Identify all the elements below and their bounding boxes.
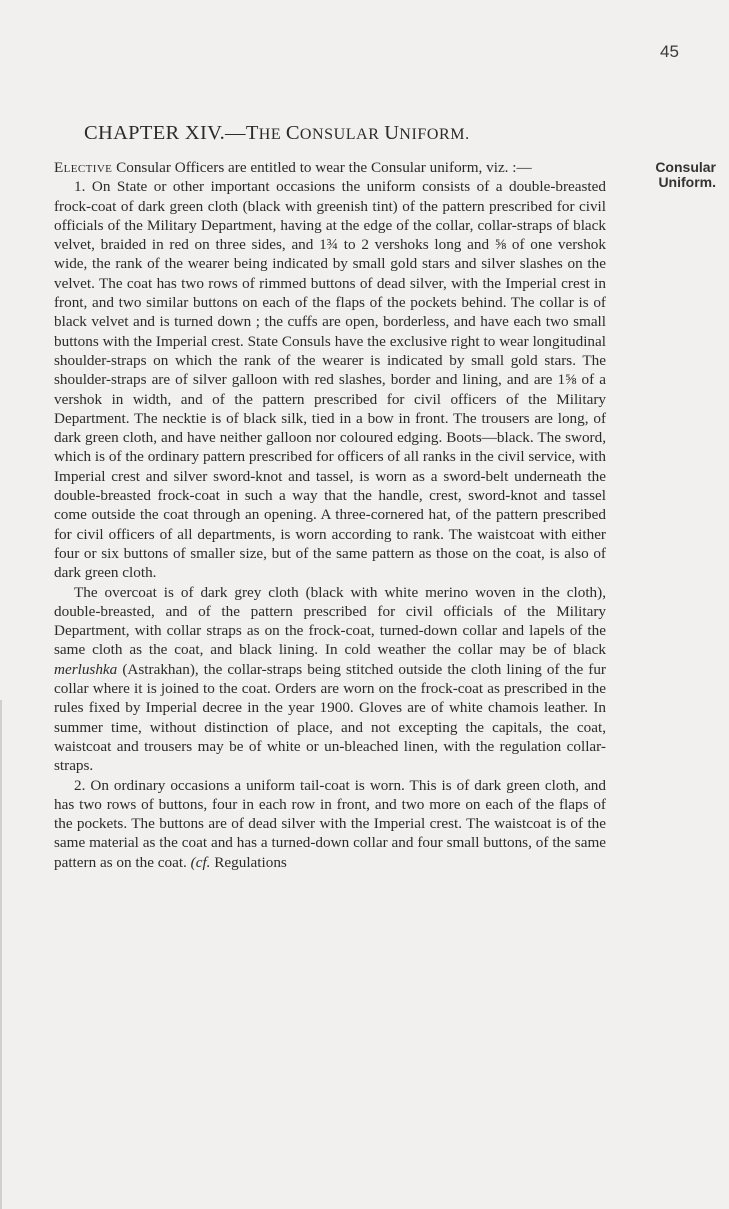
- paragraph-3-text-b: Regulations: [210, 853, 287, 871]
- heading-dash: —: [225, 122, 246, 144]
- title-initial-2: C: [285, 122, 300, 144]
- paragraph-2-text-a: The overcoat is of dark grey cloth (black with white merino woven in the cloth), double-breasted, and of the pattern prescribed for civil officials of the Military Department, with collar straps as on the frock-coat, turned-down collar and lapels of the same cloth as the coat, and black lining. In cold weather the collar may be of black: [54, 583, 606, 659]
- paragraph-2-italic: merlushka: [54, 660, 118, 678]
- paragraph-1: 1. On State or other important occasions the uniform consists of a double-breasted frock-coat of dark green cloth (black with greenish tint) of the pattern prescribed for civil officials of the Military Department, having at the edge of the collar, collar-straps of black velvet, braided in red on three sides, and 1¾ to 2 vershoks long and ⅝ of one vershok wide, the rank of the wearer being indicated by small gold stars and silver slashes on the velvet. The coat has two rows of rimmed buttons of dead silver, with the Imperial crest in front, and two similar buttons on each of the flaps of the pockets behind. The collar is of black velvet and is turned down ; the cuffs are open, borderless, and have each two small buttons with the Imperial crest. State Consuls have the exclusive right to wear longitudinal shoulder-straps on which the rank of the wearer is indicated by small gold stars. The shoulder-straps are of silver galloon with red slashes, border and lining, and are 1⅝ of a vershok in width, and of the pattern prescribed for civil officers of the Military Department. The necktie is of black silk, tied in a bow in front. The trousers are long, of dark green cloth, and have neither galloon nor coloured edging. Boots—black. The sword, which is of the ordinary pattern prescribed for officers of all ranks in the civil service, with Imperial crest and silver sword-knot and tassel, is worn as a sword-belt underneath the double-breasted frock-coat in such a way that the handle, crest, sword-knot and tassel come outside the coat through an opening. A three-cornered hat, of the pattern prescribed for civil officers of all departments, is worn according to rank. The waistcoat with either four or six buttons of smaller size, but of the same pattern as those on the coat, is also of dark green cloth.: [54, 178, 606, 582]
- paragraph-2-text-b: (Astrakhan), the collar-straps being stitched outside the cloth lining of the fur collar where it is joined to the coat. Orders are worn on the frock-coat as prescribed in the rules fixed by Imperial decree in the year 1900. Gloves are of white chamois leather. In summer time, without distinction of place, and not excepting the capitals, the coat, waistcoat and trousers may be of white or un-bleached linen, with the regulation collar-straps.: [54, 660, 606, 775]
- marginal-note: [616, 160, 716, 190]
- intro-lead-word: Elective: [54, 159, 113, 176]
- paragraph-3-text-a: 2. On ordinary occasions a uniform tail-coat is worn. This is of dark green cloth, and has two rows of buttons, four in each row in front, and two more on each of the flaps of the pockets. The buttons are of dead silver with the Imperial crest. The waistcoat is of the same material as the coat and has a turned-down collar and four small buttons, of the same pattern as on the coat.: [54, 776, 606, 871]
- title-initial-1: T: [245, 122, 259, 144]
- page-number: 45: [660, 42, 679, 61]
- paragraph-3: [54, 776, 606, 872]
- marginal-note-line-2: Uniform.: [658, 174, 716, 190]
- chapter-number: CHAPTER XIV.: [84, 122, 226, 144]
- page-edge-rule: [0, 700, 2, 1209]
- paragraph-2: [54, 583, 606, 776]
- body-text: [54, 158, 606, 872]
- title-rest-2: ONSULAR: [299, 126, 385, 143]
- marginal-note-line-1: Consular: [655, 159, 716, 175]
- intro-rest: Consular Officers are entitled to wear the Consular uniform, viz. :—: [112, 159, 532, 176]
- intro-paragraph: [54, 158, 606, 177]
- title-initial-3: U: [384, 122, 400, 144]
- title-rest-3: NIFORM.: [399, 126, 470, 143]
- chapter-heading: [84, 122, 644, 145]
- paragraph-3-italic: (cf.: [190, 853, 211, 871]
- title-rest-1: HE: [258, 126, 286, 143]
